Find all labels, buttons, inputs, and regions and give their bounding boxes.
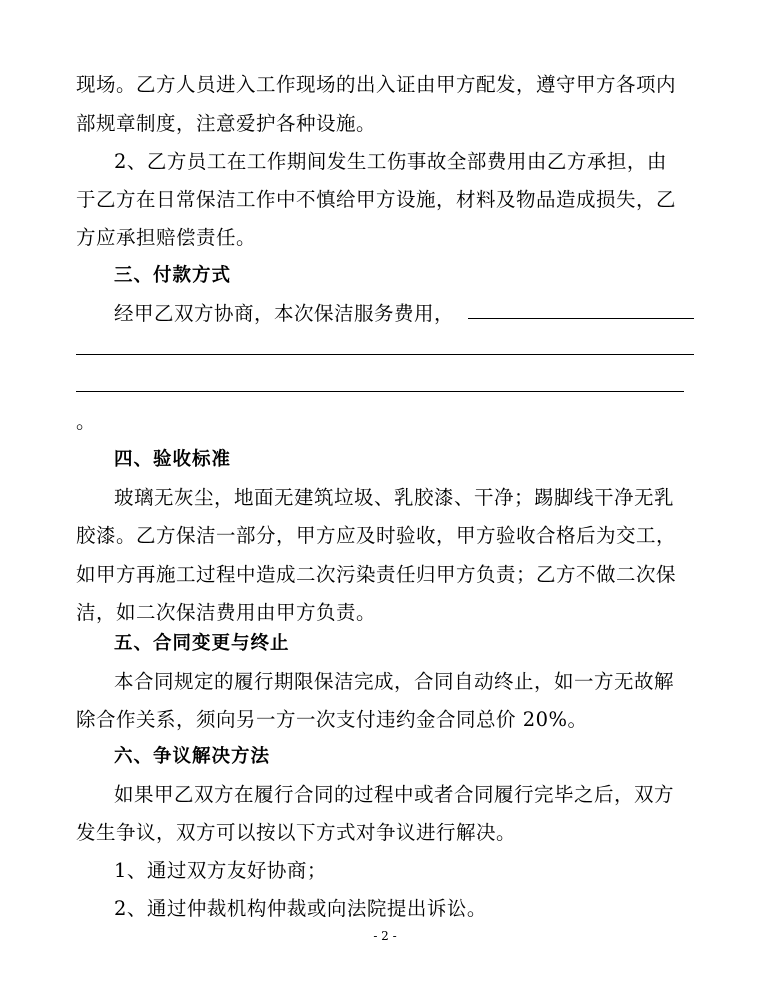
end-mark: 。 (76, 410, 97, 433)
section-heading-payment: 三、付款方式 (114, 265, 232, 286)
paragraph-line: 本合同规定的履行期限保洁完成，合同自动终止，如一方无故解 (114, 670, 675, 693)
section-heading-contract-change: 五、合同变更与终止 (114, 633, 290, 654)
paragraph-line: 部规章制度，注意爱护各种设施。 (76, 112, 377, 135)
paragraph-line: 于乙方在日常保洁工作中不慎给甲方设施，材料及物品造成损失，乙 (76, 188, 677, 211)
fill-in-blank-line (76, 354, 694, 355)
paragraph-line: 除合作关系，须向另一方一次支付违约金合同总价 20%。 (76, 708, 588, 731)
section-heading-dispute: 六、争议解决方法 (114, 746, 271, 767)
list-item: 2、通过仲裁机构仲裁或向法院提出诉讼。 (114, 897, 487, 920)
paragraph-line: 玻璃无灰尘，地面无建筑垃圾、乳胶漆、干净；踢脚线干净无乳 (114, 486, 675, 509)
fill-in-blank-line (468, 318, 694, 319)
list-item: 1、通过双方友好协商； (114, 859, 327, 882)
paragraph-line: 洁，如二次保洁费用由甲方负责。 (76, 601, 377, 624)
section-heading-acceptance: 四、验收标准 (114, 449, 232, 470)
page-number: - 2 - (373, 929, 397, 943)
paragraph-line: 方应承担赔偿责任。 (76, 226, 257, 249)
paragraph-line: 现场。乙方人员进入工作现场的出入证由甲方配发，遵守甲方各项内 (76, 73, 677, 96)
payment-text: 经甲乙双方协商，本次保洁服务费用， (114, 302, 455, 325)
paragraph-line: 胶漆。乙方保洁一部分，甲方应及时验收，甲方验收合格后为交工， (76, 524, 677, 547)
paragraph-line: 如甲方再施工过程中造成二次污染责任归甲方负责；乙方不做二次保 (76, 563, 677, 586)
fill-in-blank-line (76, 391, 684, 392)
paragraph-line: 如果甲乙双方在履行合同的过程中或者合同履行完毕之后，双方 (114, 783, 675, 806)
paragraph-line: 发生争议，双方可以按以下方式对争议进行解决。 (76, 821, 517, 844)
paragraph-line: 2、乙方员工在工作期间发生工伤事故全部费用由乙方承担，由 (114, 150, 667, 173)
